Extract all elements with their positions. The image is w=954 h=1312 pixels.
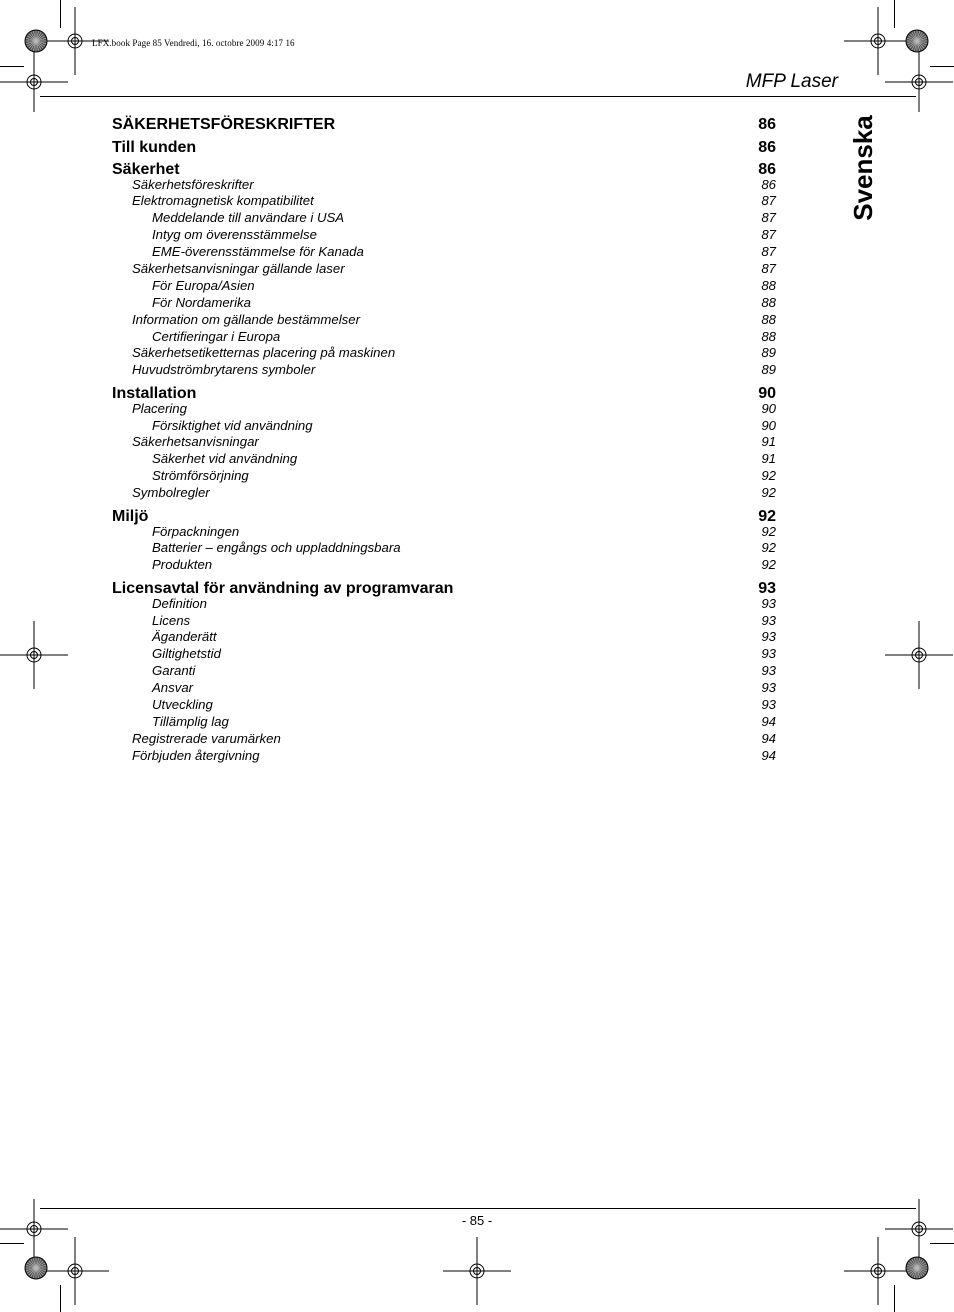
toc-entry-page: 90 [761, 400, 776, 416]
toc-entry-title: För Nordamerika [152, 294, 251, 310]
color-calibration-mark-icon [905, 29, 929, 53]
toc-entry-title: Strömförsörjning [152, 468, 249, 484]
toc-entry-page: 90 [758, 385, 776, 403]
toc-entry-title: Säkerhetsföreskrifter [132, 176, 254, 192]
toc-entry-level-2[interactable] [112, 731, 776, 748]
toc-entry-level-1[interactable] [112, 114, 776, 137]
toc-entry-level-3[interactable] [112, 210, 776, 227]
toc-entry-page: 94 [761, 747, 776, 763]
toc-entry-page: 93 [761, 629, 776, 645]
toc-entry-title: Certifieringar i Europa [152, 328, 281, 344]
toc-entry-page: 94 [761, 730, 776, 746]
toc-entry-page: 89 [761, 345, 776, 361]
color-calibration-mark-icon [24, 29, 48, 53]
toc-entry-title: SÄKERHETSFÖRESKRIFTER [112, 116, 336, 133]
toc-entry-page: 93 [761, 612, 776, 628]
toc-entry-page: 86 [761, 176, 776, 192]
toc-entry-level-2[interactable] [112, 748, 776, 765]
toc-entry-level-2[interactable] [112, 193, 776, 210]
toc-entry-title: Ansvar [152, 680, 194, 696]
toc-entry-level-3[interactable] [112, 468, 776, 485]
registration-target-icon [0, 52, 68, 112]
toc-entry-page: 86 [758, 138, 776, 156]
toc-entry-level-2[interactable] [112, 177, 776, 194]
toc-entry-title: Giltighetstid [152, 646, 221, 662]
toc-entry-page: 92 [761, 468, 776, 484]
table-of-contents [112, 114, 776, 765]
crop-line [894, 0, 895, 28]
toc-entry-title: Installation [112, 385, 197, 403]
toc-entry-page: 87 [761, 260, 776, 276]
registration-target-icon [885, 621, 953, 689]
toc-entry-page: 92 [761, 540, 776, 556]
toc-entry-level-2[interactable] [112, 261, 776, 278]
toc-entry-title: Definition [152, 595, 207, 611]
footer-rule [40, 1208, 916, 1209]
toc-entry-title: Förpackningen [152, 523, 240, 539]
toc-entry-level-3[interactable] [112, 418, 776, 435]
page-number: - 85 - [461, 1213, 493, 1228]
toc-entry-title: Säkerhet vid användning [152, 451, 298, 467]
crop-line [894, 1285, 895, 1312]
header-rule [40, 96, 916, 97]
toc-entry-level-2[interactable] [112, 401, 776, 418]
toc-entry-level-2[interactable] [112, 362, 776, 379]
toc-entry-title: Licens [152, 612, 191, 628]
color-calibration-mark-icon [905, 1256, 929, 1280]
toc-entry-level-2[interactable] [112, 312, 776, 329]
language-side-tab [843, 112, 883, 224]
toc-entry-page: 87 [761, 193, 776, 209]
toc-entry-title: För Europa/Asien [152, 277, 255, 293]
toc-entry-title: Utveckling [152, 697, 213, 713]
toc-entry-level-1[interactable] [112, 137, 776, 160]
toc-entry-level-3[interactable] [112, 596, 776, 613]
toc-entry-page: 91 [761, 434, 776, 450]
toc-entry-level-3[interactable] [112, 714, 776, 731]
toc-entry-title: Produkten [152, 557, 213, 573]
toc-entry-title: Säkerhetsetiketternas placering på maskinen [132, 345, 396, 361]
toc-entry-title: Till kunden [112, 138, 197, 156]
toc-entry-page: 94 [761, 713, 776, 729]
registration-target-icon [844, 1237, 912, 1305]
toc-entry-page: 93 [761, 646, 776, 662]
toc-entry-page: 92 [761, 485, 776, 501]
registration-target-icon [885, 52, 953, 112]
toc-entry-page: 92 [758, 508, 776, 526]
toc-entry-page: 93 [761, 595, 776, 611]
toc-entry-level-3[interactable] [112, 329, 776, 346]
toc-entry-title: Äganderätt [152, 629, 217, 645]
toc-entry-level-3[interactable] [112, 557, 776, 574]
toc-entry-level-3[interactable] [112, 278, 776, 295]
toc-entry-page: 93 [761, 697, 776, 713]
crop-line [0, 1243, 24, 1244]
toc-entry-page: 87 [761, 210, 776, 226]
registration-target-icon [0, 621, 68, 689]
header-title: MFP Laser [745, 71, 838, 92]
crop-line [930, 1243, 954, 1244]
toc-entry-level-3[interactable] [112, 524, 776, 541]
toc-entry-page: 87 [761, 244, 776, 260]
toc-entry-page: 92 [761, 523, 776, 539]
toc-entry-level-2[interactable] [112, 345, 776, 362]
toc-entry-page: 88 [761, 277, 776, 293]
toc-entry-level-3[interactable] [112, 697, 776, 714]
toc-entry-title: Säkerhet [112, 161, 180, 178]
toc-entry-page: 91 [761, 451, 776, 467]
toc-entry-title: EME-överensstämmelse för Kanada [152, 244, 364, 260]
crop-line [930, 66, 954, 67]
registration-target-icon [443, 1237, 511, 1305]
toc-entry-page: 93 [761, 680, 776, 696]
toc-entry-level-3[interactable] [112, 244, 776, 261]
toc-entry-title: Information om gällande bestämmelser [132, 311, 360, 327]
toc-entry-level-3[interactable] [112, 663, 776, 680]
toc-entry-title: Elektromagnetisk kompatibilitet [132, 193, 314, 209]
toc-entry-title: Licensavtal för användning av programvaran [112, 580, 454, 598]
toc-entry-title: Garanti [152, 663, 196, 679]
crop-line [60, 1285, 61, 1312]
toc-entry-page: 89 [761, 362, 776, 378]
toc-entry-title: Förbjuden återgivning [132, 747, 260, 763]
toc-entry-level-3[interactable] [112, 295, 776, 312]
toc-entry-level-2[interactable] [112, 485, 776, 502]
toc-entry-title: Huvudströmbrytarens symboler [132, 362, 316, 378]
toc-entry-level-3[interactable] [112, 629, 776, 646]
toc-entry-title: Placering [132, 400, 187, 416]
toc-entry-title: Intyg om överensstämmelse [152, 227, 317, 243]
language-side-tab-svg [843, 112, 883, 224]
toc-entry-page: 92 [761, 557, 776, 573]
language-side-tab-label: Svenska [848, 115, 878, 221]
toc-entry-page: 86 [758, 161, 776, 178]
toc-entry-title: Försiktighet vid användning [152, 417, 313, 433]
toc-entry-page: 88 [761, 294, 776, 310]
toc-entry-level-3[interactable] [112, 646, 776, 663]
toc-entry-page: 87 [761, 227, 776, 243]
toc-entry-title: Miljö [112, 508, 149, 526]
color-calibration-mark-icon [24, 1256, 48, 1280]
toc-entry-title: Registrerade varumärken [132, 730, 281, 746]
toc-entry-title: Tillämplig lag [152, 713, 229, 729]
toc-entry-title: Batterier – engångs och uppladdningsbara [152, 540, 401, 556]
toc-entry-page: 86 [758, 116, 776, 133]
toc-entry-page: 88 [761, 311, 776, 327]
toc-entry-title: Säkerhetsanvisningar [132, 434, 259, 450]
toc-entry-level-3[interactable] [112, 451, 776, 468]
toc-entry-level-3[interactable] [112, 227, 776, 244]
toc-entry-level-2[interactable] [112, 434, 776, 451]
toc-entry-title: Säkerhetsanvisningar gällande laser [132, 260, 345, 276]
crop-line [0, 66, 24, 67]
toc-entry-level-3[interactable] [112, 540, 776, 557]
toc-entry-page: 90 [761, 417, 776, 433]
toc-entry-page: 93 [761, 663, 776, 679]
toc-entry-level-3[interactable] [112, 613, 776, 630]
crop-line [60, 0, 61, 28]
toc-entry-page: 93 [758, 580, 776, 598]
print-slug: LFX.book Page 85 Vendredi, 16. octobre 2009 4:17 16 [92, 38, 295, 48]
toc-entry-title: Meddelande till användare i USA [152, 210, 345, 226]
registration-target-icon [41, 1237, 109, 1305]
toc-entry-level-3[interactable] [112, 680, 776, 697]
toc-entry-page: 88 [761, 328, 776, 344]
toc-entry-title: Symbolregler [132, 485, 210, 501]
